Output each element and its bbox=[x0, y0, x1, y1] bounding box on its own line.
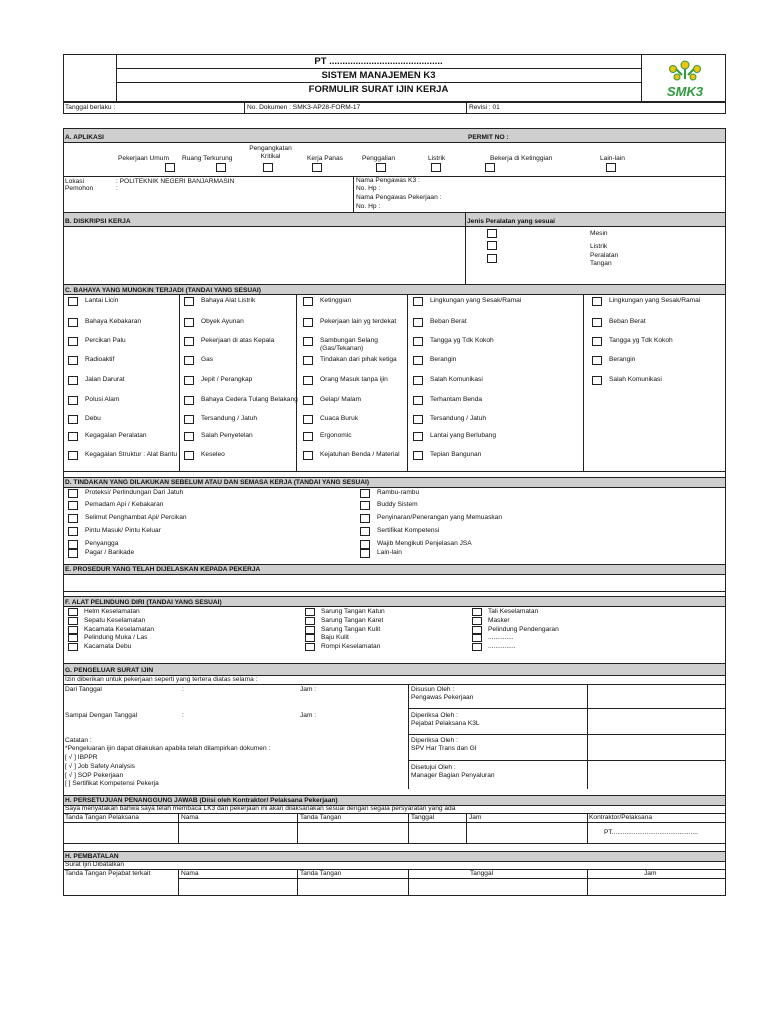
hazard-label: Obyek Ayunan bbox=[201, 318, 244, 325]
hazard-checkbox[interactable] bbox=[68, 337, 78, 346]
batal-col: Tanggal bbox=[470, 870, 494, 877]
type-label: Kerja Panas bbox=[307, 155, 343, 162]
hazard-checkbox[interactable] bbox=[413, 396, 423, 405]
hazard-checkbox[interactable] bbox=[184, 415, 194, 424]
type-checkbox[interactable] bbox=[165, 163, 175, 172]
company-pt: PT ........................................... bbox=[314, 56, 443, 67]
hazard-checkbox[interactable] bbox=[184, 318, 194, 327]
type-checkbox[interactable] bbox=[431, 163, 441, 172]
hazard-label: Pekerjaan lain yg terdekat bbox=[320, 318, 397, 325]
hazard-checkbox[interactable] bbox=[184, 396, 194, 405]
hazard-label: Sambungan Selang (Gas/Tekanan) bbox=[320, 337, 378, 352]
type-checkbox[interactable] bbox=[606, 163, 616, 172]
h-col: Tanda Tangan bbox=[300, 814, 342, 821]
disetujui-role: Manager Bagian Penyaluran bbox=[411, 772, 495, 779]
equip-label: Peralatan Tangan bbox=[590, 252, 619, 267]
hazard-label: Orang Masuk tanpa ijin bbox=[320, 376, 388, 383]
g-intro: Izin diberikan untuk pekerjaan seperti yang tertera diatas selama : bbox=[65, 676, 258, 683]
hazard-label: Lingkungan yang Sesak/Ramai bbox=[430, 297, 522, 304]
jenis-peralatan: Jenis Peralatan yang sesuai bbox=[467, 218, 555, 225]
pemohon-label: Pemohon bbox=[65, 185, 94, 192]
apd-checkbox[interactable] bbox=[472, 608, 482, 616]
apd-label: Rompi Keselamatan bbox=[321, 643, 381, 650]
hazard-label: Gas bbox=[201, 356, 214, 363]
apd-label: Kacamata Debu bbox=[84, 643, 132, 650]
disetujui-oleh: Disetujui Oleh : bbox=[411, 764, 456, 771]
system-title: SISTEM MANAJEMEN K3 bbox=[321, 70, 436, 81]
doc-item: [ √ ] IBPPR bbox=[65, 754, 98, 761]
action-label: Sertifikat Kompetensi bbox=[377, 527, 440, 534]
hazard-label: Bahaya Alat Listrik bbox=[201, 297, 256, 304]
hazard-label: Bahaya Cedera Tulang Belakang bbox=[201, 396, 298, 403]
type-checkbox[interactable] bbox=[263, 163, 273, 172]
apd-checkbox[interactable] bbox=[68, 643, 78, 651]
hazard-checkbox[interactable] bbox=[303, 356, 313, 365]
hazard-checkbox[interactable] bbox=[68, 396, 78, 405]
smk3-logo bbox=[650, 55, 720, 100]
equip-label: Listrik bbox=[590, 243, 608, 250]
h-col: Tanda Tangan Pelaksana bbox=[65, 814, 139, 821]
hazard-label: Ketinggian bbox=[320, 297, 352, 304]
no-dokumen: No. Dokumen : SMK3-AP28-FORM-17 bbox=[247, 104, 361, 111]
type-label: Penggalian bbox=[362, 155, 395, 162]
hazard-label: Lantai Licin bbox=[85, 297, 119, 304]
type-label: Bekerja di Ketinggian bbox=[490, 155, 553, 162]
apd-checkbox[interactable] bbox=[472, 634, 482, 642]
section-pembatalan-title: H. PEMBATALAN bbox=[65, 853, 119, 860]
hazard-label: Polusi Alam bbox=[85, 396, 120, 403]
action-checkbox[interactable] bbox=[360, 514, 370, 523]
jam-label: Jam : bbox=[300, 712, 317, 719]
apd-checkbox[interactable] bbox=[472, 626, 482, 634]
sampai-tanggal: Sampai Dengan Tanggal bbox=[65, 712, 138, 719]
hazard-checkbox[interactable] bbox=[592, 337, 602, 346]
apd-label: ............... bbox=[488, 643, 516, 650]
apd-checkbox[interactable] bbox=[305, 608, 315, 616]
apd-checkbox[interactable] bbox=[68, 626, 78, 634]
action-checkbox[interactable] bbox=[68, 549, 78, 558]
apd-label: Tali Keselamatan bbox=[488, 608, 539, 615]
nohp-1: No. Hp : bbox=[356, 185, 381, 192]
lokasi-value: : POLITEKNIK NEGERI BANJARMASIN bbox=[116, 178, 235, 185]
apd-checkbox[interactable] bbox=[305, 617, 315, 625]
section-a-title: A. APLIKASI bbox=[65, 134, 104, 141]
hazard-checkbox[interactable] bbox=[303, 318, 313, 327]
equip-label: Mesin bbox=[590, 230, 608, 237]
hazard-label: Tepian Bangunan bbox=[430, 451, 482, 458]
hazard-checkbox[interactable] bbox=[413, 451, 423, 460]
colon: : bbox=[182, 686, 184, 693]
hazard-checkbox[interactable] bbox=[413, 415, 423, 424]
equip-checkbox[interactable] bbox=[487, 254, 497, 263]
hazard-label: Jepit / Perangkap bbox=[201, 376, 253, 383]
pembatalan-intro: Surat Ijin Dibatalkan bbox=[65, 861, 125, 868]
action-checkbox[interactable] bbox=[68, 540, 78, 549]
hazard-checkbox[interactable] bbox=[184, 376, 194, 385]
nohp-2: No. Hp : bbox=[356, 203, 381, 210]
doc-item: [ √ ] SOP Pekerjaan bbox=[65, 772, 124, 779]
hazard-label: Kegagalan Struktur : Alat Bantu bbox=[85, 451, 178, 458]
section-g-title: G. PENGELUAR SURAT IJIN bbox=[65, 667, 154, 674]
section-c-title: C. BAHAYA YANG MUNGKIN TERJADI (TANDAI YANG SESUAI) bbox=[65, 287, 261, 294]
hazard-checkbox[interactable] bbox=[184, 297, 194, 306]
apd-checkbox[interactable] bbox=[305, 634, 315, 642]
h-col: Jam bbox=[469, 814, 482, 821]
action-checkbox[interactable] bbox=[68, 489, 78, 498]
hazard-label: Lantai yang Berlubang bbox=[430, 432, 496, 439]
colon: : bbox=[182, 712, 184, 719]
h-col: Tanggal bbox=[411, 814, 435, 821]
h-intro: Saya menyatakan bahwa saya telah membaca LK3 dan pekerjaan ini akan dilaksanakan sesuai dengan segala persyaratan yang ada bbox=[65, 805, 456, 812]
equip-checkbox[interactable] bbox=[487, 229, 497, 238]
diperiksa-role: Pejabat Pelaksana K3L bbox=[411, 720, 480, 727]
hazard-label: Tangga yg Tdk Kokoh bbox=[609, 337, 673, 344]
action-checkbox[interactable] bbox=[360, 540, 370, 549]
apd-checkbox[interactable] bbox=[472, 617, 482, 625]
action-label: Lain-lain bbox=[377, 549, 402, 556]
action-checkbox[interactable] bbox=[68, 514, 78, 523]
hazard-checkbox[interactable] bbox=[303, 376, 313, 385]
catatan: Catatan : bbox=[65, 737, 92, 744]
apd-label: Baju Kulit bbox=[321, 634, 349, 641]
form-frame bbox=[63, 128, 726, 896]
hazard-label: Debu bbox=[85, 415, 101, 422]
hazard-checkbox[interactable] bbox=[68, 432, 78, 441]
diperiksa-oleh: Diperiksa Oleh : bbox=[411, 712, 458, 719]
hazard-checkbox[interactable] bbox=[184, 451, 194, 460]
action-label: Pintu Masuk/ Pintu Keluar bbox=[85, 527, 161, 534]
action-label: Pagar / Barikade bbox=[85, 549, 135, 556]
hazard-checkbox[interactable] bbox=[413, 376, 423, 385]
permit-no: PERMIT NO : bbox=[468, 134, 509, 141]
hazard-checkbox[interactable] bbox=[303, 432, 313, 441]
doc-item: [ ] Sertifikat Kompetensi Pekerja bbox=[65, 780, 159, 787]
batal-col: Tanda Tangan Pejabat terkait bbox=[65, 870, 151, 877]
hazard-checkbox[interactable] bbox=[413, 432, 423, 441]
apd-label: .............. bbox=[488, 634, 514, 641]
hazard-label: Kegagalan Peralatan bbox=[85, 432, 147, 439]
hazard-checkbox[interactable] bbox=[184, 432, 194, 441]
section-f-title: F. ALAT PELINDUNG DIRI (TANDAI YANG SESUAI) bbox=[65, 599, 222, 606]
revisi: Revisi : 01 bbox=[469, 104, 500, 111]
apd-label: Masker bbox=[488, 617, 510, 624]
hazard-checkbox[interactable] bbox=[184, 337, 194, 346]
type-label: Pekerjaan Umum bbox=[118, 155, 169, 162]
hazard-label: Salah Komunikasi bbox=[609, 376, 662, 383]
action-checkbox[interactable] bbox=[68, 527, 78, 536]
type-checkbox[interactable] bbox=[216, 163, 226, 172]
type-label: Pengangkatan Kritikal bbox=[249, 145, 292, 160]
dari-tanggal: Dari Tanggal bbox=[65, 686, 102, 693]
action-label: Penyinaran/Penerangan yang Memuaskan bbox=[377, 514, 502, 521]
hazard-label: Jalan Darurat bbox=[85, 376, 125, 383]
pemohon-value: : bbox=[116, 185, 118, 192]
hazard-label: Lingkungan yang Sesak/Ramai bbox=[609, 297, 701, 304]
hazard-checkbox[interactable] bbox=[303, 297, 313, 306]
section-h-title: H. PERSETUJUAN PENANGGUNG JAWAB (Diisi oleh Kontraktor/ Pelaksana Pekerjaan) bbox=[65, 797, 338, 804]
hazard-checkbox[interactable] bbox=[68, 318, 78, 327]
diperiksa-role: SPV Har Trans dan GI bbox=[411, 745, 477, 752]
hazard-checkbox[interactable] bbox=[413, 337, 423, 346]
disusun-role: Pengawas Pekerjaan bbox=[411, 694, 474, 701]
hazard-label: Bahaya Kebakaran bbox=[85, 318, 142, 325]
action-checkbox[interactable] bbox=[68, 501, 78, 510]
apd-label: Pelindung Muka / Las bbox=[84, 634, 148, 641]
action-label: Proteksi/ Perlindungan Dari Jatuh bbox=[85, 489, 184, 496]
action-checkbox[interactable] bbox=[360, 489, 370, 498]
logo-text: SMK3 bbox=[666, 84, 704, 99]
action-checkbox[interactable] bbox=[360, 501, 370, 510]
apd-label: Sepatu Keselamatan bbox=[84, 617, 146, 624]
h-pt: PT............................................... bbox=[604, 829, 698, 836]
hazard-label: Terhantam Benda bbox=[430, 396, 483, 403]
apd-checkbox[interactable] bbox=[305, 626, 315, 634]
apd-label: Sarung Tangan Kulit bbox=[321, 626, 381, 633]
type-checkbox[interactable] bbox=[485, 163, 495, 172]
hazard-checkbox[interactable] bbox=[303, 396, 313, 405]
hazard-label: Keseleo bbox=[201, 451, 225, 458]
hazard-label: Salah Komunikasi bbox=[430, 376, 483, 383]
apd-checkbox[interactable] bbox=[68, 617, 78, 625]
h-col: Kontraktor/Pelaksana bbox=[589, 814, 653, 821]
apd-label: Pelindung Pendengaran bbox=[488, 626, 559, 633]
hazard-checkbox[interactable] bbox=[303, 337, 313, 346]
hazard-checkbox[interactable] bbox=[413, 356, 423, 365]
apd-label: Helm Keselamatan bbox=[84, 608, 140, 615]
hazard-checkbox[interactable] bbox=[592, 297, 602, 306]
action-checkbox[interactable] bbox=[360, 549, 370, 558]
diperiksa-oleh: Diperiksa Oleh : bbox=[411, 737, 458, 744]
hazard-label: Ergonomic bbox=[320, 432, 352, 439]
type-label: Lain-lain bbox=[600, 155, 625, 162]
hazard-label: Tersandung / Jatuh bbox=[201, 415, 258, 422]
h-col: Nama bbox=[181, 814, 199, 821]
hazard-label: Pekerjaan di atas Kepala bbox=[201, 337, 275, 344]
hazard-label: Salah Penyetelan bbox=[201, 432, 253, 439]
doc-item: [ √ ] Job Safety Analysis bbox=[65, 763, 135, 770]
action-label: Wajib Mengikuti Penjelasan JSA bbox=[377, 540, 472, 547]
tanggal-berlaku: Tanggal berlaku : bbox=[65, 104, 116, 111]
action-checkbox[interactable] bbox=[360, 527, 370, 536]
action-label: Penyangga bbox=[85, 540, 119, 547]
batal-col: Nama bbox=[181, 870, 199, 877]
hazard-label: Percikan Palu bbox=[85, 337, 126, 344]
disusun-oleh: Disusun Oleh : bbox=[411, 686, 455, 693]
hazard-label: Cuaca Buruk bbox=[320, 415, 359, 422]
hazard-label: Radioaktif bbox=[85, 356, 115, 363]
hazard-checkbox[interactable] bbox=[413, 297, 423, 306]
pengawas-k3: Nama Pengawas K3 : bbox=[356, 177, 420, 184]
hazard-checkbox[interactable] bbox=[68, 297, 78, 306]
hazard-label: Tangga yg Tdk Kokoh bbox=[430, 337, 494, 344]
equip-checkbox[interactable] bbox=[487, 241, 497, 250]
hazard-checkbox[interactable] bbox=[68, 356, 78, 365]
hazard-label: Tindakan dari pihak ketiga bbox=[320, 356, 397, 363]
apd-checkbox[interactable] bbox=[472, 643, 482, 651]
hazard-label: Beban Berat bbox=[609, 318, 646, 325]
apd-label: Sarung Tangan Katun bbox=[321, 608, 385, 615]
apd-label: Kacamata Keselamatan bbox=[84, 626, 155, 633]
apd-label: Sarung Tangan Karet bbox=[321, 617, 384, 624]
section-b-title: B. DISKRIPSI KERJA bbox=[65, 218, 131, 225]
lokasi-label: Lokasi bbox=[65, 178, 85, 185]
action-label: Rambu-rambu bbox=[377, 489, 420, 496]
hazard-label: Tersandung / Jatuh bbox=[430, 415, 487, 422]
hazard-label: Gelap/ Malam bbox=[320, 396, 362, 403]
pengawas-pekerjaan: Nama Pengawas Pekerjaan : bbox=[356, 194, 442, 201]
hazard-checkbox[interactable] bbox=[68, 376, 78, 385]
hazard-checkbox[interactable] bbox=[592, 376, 602, 385]
catatan-note: *Pengeluaran ijin dapat dilakukan apabila telah dilampirkan dokumen : bbox=[65, 745, 271, 752]
type-label: Listrik bbox=[428, 155, 446, 162]
action-label: Selimut Penghambat Api/ Percikan bbox=[85, 514, 187, 521]
batal-col: Jam bbox=[644, 870, 657, 877]
type-label: Ruang Terkurung bbox=[182, 155, 233, 162]
batal-col: Tanda Tangan bbox=[300, 870, 342, 877]
hazard-checkbox[interactable] bbox=[303, 451, 313, 460]
apd-checkbox[interactable] bbox=[68, 634, 78, 642]
hazard-checkbox[interactable] bbox=[303, 415, 313, 424]
form-title: FORMULIR SURAT IJIN KERJA bbox=[308, 84, 449, 95]
hazard-checkbox[interactable] bbox=[592, 356, 602, 365]
jam-label: Jam : bbox=[300, 686, 317, 693]
apd-checkbox[interactable] bbox=[68, 608, 78, 616]
hazard-checkbox[interactable] bbox=[592, 318, 602, 327]
hazard-checkbox[interactable] bbox=[68, 415, 78, 424]
hazard-label: Berangin bbox=[609, 356, 636, 363]
hazard-label: Beban Berat bbox=[430, 318, 467, 325]
action-label: Buddy Sistem bbox=[377, 501, 418, 508]
type-checkbox[interactable] bbox=[376, 163, 386, 172]
section-e-title: E. PROSEDUR YANG TELAH DIJELASKAN KEPADA PEKERJA bbox=[65, 566, 261, 573]
hazard-label: Berangin bbox=[430, 356, 457, 363]
hazard-checkbox[interactable] bbox=[184, 356, 194, 365]
hazard-checkbox[interactable] bbox=[68, 451, 78, 460]
hazard-checkbox[interactable] bbox=[413, 318, 423, 327]
hazard-label: Kejatuhan Benda / Material bbox=[320, 451, 400, 458]
section-d-title: D. TINDAKAN YANG DILAKUKAN SEBELUM ATAU DAN SEMASA KERJA (TANDAI YANG SESUAI) bbox=[65, 479, 370, 486]
type-checkbox[interactable] bbox=[312, 163, 322, 172]
action-label: Pemadam Api / Kebakaran bbox=[85, 501, 164, 508]
apd-checkbox[interactable] bbox=[305, 643, 315, 651]
